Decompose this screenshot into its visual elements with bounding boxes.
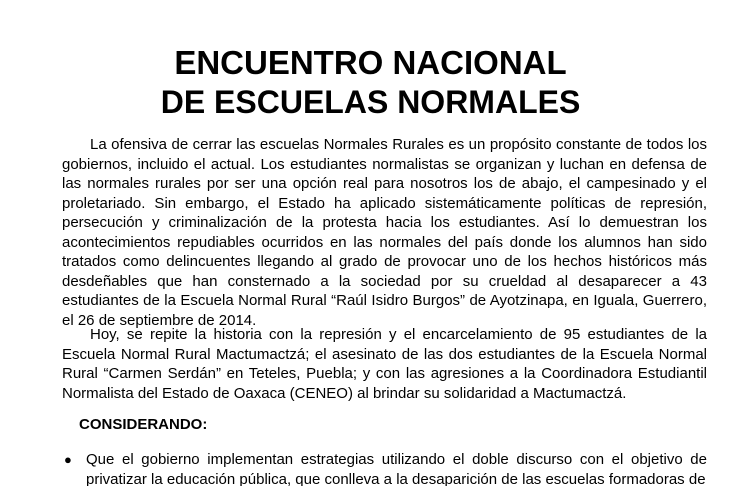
section-heading: CONSIDERANDO: [79, 416, 208, 433]
considerando-list [62, 450, 707, 486]
paragraph-1: La ofensiva de cerrar las escuelas Normales Rurales es un propósito constante de todos los gobiernos, incluido el actual. Los estudiantes normalistas se organizan y luchan en defensa de las normales rurales por ser una opción real para nosotros los de abajo, el campesinado y el proletariado. Sin embargo, el Estado ha aplicado sistemáticamente políticas de represión, persecución y criminalización de la protesta hacia los estudiantes. Así lo demuestran los acontecimientos repudiables ocurridos en las normales del país donde los alumnos han sido tratados como delincuentes llegando al grado de provocar uno de los hechos históricos más desdeñables que han consternado a la sociedad por su crueldad al desaparecer a 43 estudiantes de la Escuela Normal Rural “Raúl Isidro Burgos” de Ayotzinapa, en Iguala, Guerrero, el 26 de septiembre de 2014. [62, 136, 707, 329]
document-title-line-1: ENCUENTRO NACIONAL [174, 44, 567, 81]
list-item [62, 450, 707, 486]
bullet-text: Que el gobierno implementan estrategias utilizando el doble discurso con el objetivo de privatizar la educación pública, que conlleva a la desaparición de las escuelas formadoras de [86, 451, 707, 486]
paragraph-2: Hoy, se repite la historia con la represión y el encarcelamiento de 95 estudiantes de la Escuela Normal Rural Mactumactzá; el asesinato de las dos estudiantes de la Escuela Normal Rural “Carmen Serdán” en Teteles, Puebla; y con las agresiones a la Coordinadora Estudiantil Normalista del Estado de Oaxaca (CENEO) al brindar su solidaridad a Mactumactzá. [62, 326, 707, 402]
document-title-line-2: DE ESCUELAS NORMALES [160, 84, 581, 120]
bullet-icon: ● [64, 452, 72, 467]
